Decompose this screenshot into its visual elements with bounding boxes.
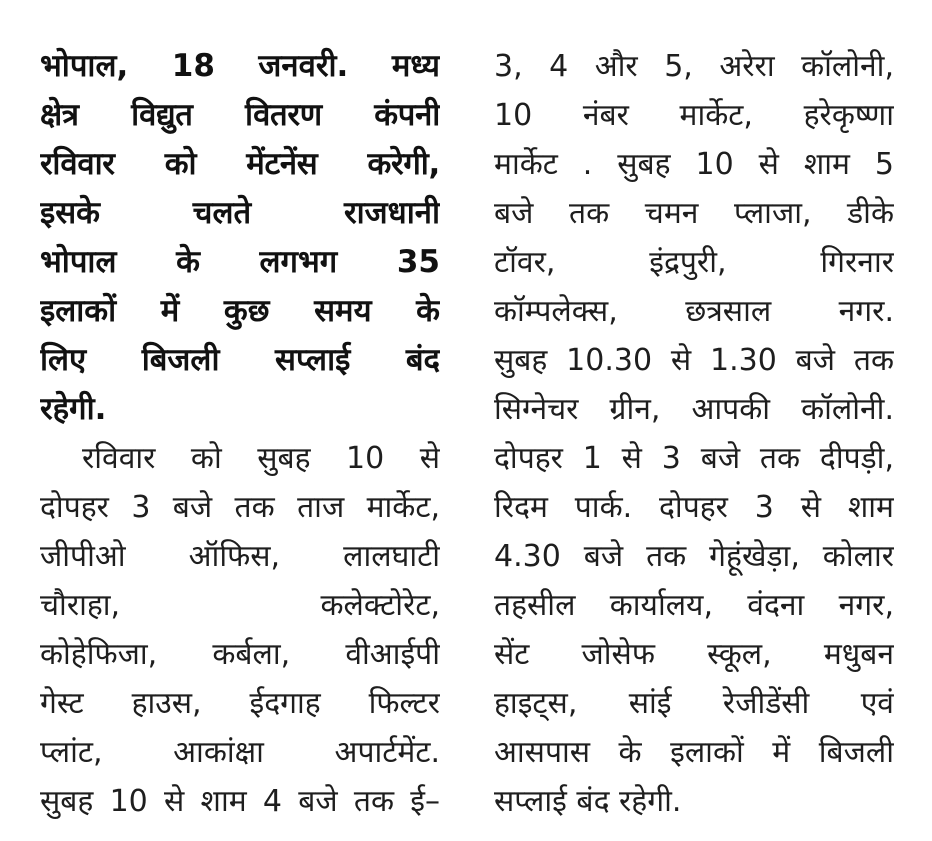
lead-line: इलाकों में कुछ समय के	[40, 293, 440, 329]
body-line: टॉवर, इंद्रपुरी, गिरनार	[494, 245, 894, 280]
body-line: कोहेफिजा, कर्बला, वीआईपी	[40, 637, 440, 672]
lead-paragraph	[40, 42, 440, 434]
body-line: सुबह 10.30 से 1.30 बजे तक	[494, 343, 894, 378]
body-line: 10 नंबर मार्केट, हरेकृष्णा	[494, 98, 894, 133]
body-paragraph	[40, 434, 440, 826]
lead-line: रहेगी.	[40, 391, 107, 427]
lead-line: रविवार को मेंटनेंस करेगी,	[40, 146, 440, 182]
body-line: चौराहा, कलेक्टोरेट,	[40, 588, 440, 623]
body-line: 4.30 बजे तक गेहूंखेड़ा, कोलार	[494, 539, 894, 574]
lead-line: इसके चलते राजधानी	[40, 195, 440, 231]
body-line: मार्केट . सुबह 10 से शाम 5	[494, 147, 894, 182]
lead-line: भोपाल के लगभग 35	[40, 244, 440, 280]
body-line: दोपहर 3 बजे तक ताज मार्केट,	[40, 490, 440, 525]
body-line: प्लांट, आकांक्षा अपार्टमेंट.	[40, 735, 440, 770]
body-line: कॉम्पलेक्स, छत्रसाल नगर.	[494, 294, 894, 329]
body-line: दोपहर 1 से 3 बजे तक दीपड़ी,	[494, 441, 894, 476]
body-line: रविवार को सुबह 10 से	[82, 441, 440, 476]
right-column	[494, 42, 894, 826]
body-line: 3, 4 और 5, अरेरा कॉलोनी,	[494, 49, 894, 84]
body-line: बजे तक चमन प्लाजा, डीके	[494, 196, 894, 231]
lead-line: भोपाल, 18 जनवरी. मध्य	[40, 48, 440, 84]
body-line: जीपीओ ऑफिस, लालघाटी	[40, 539, 440, 574]
body-line: सेंट जोसेफ स्कूल, मधुबन	[494, 637, 894, 672]
lead-line: क्षेत्र विद्युत वितरण कंपनी	[40, 97, 440, 133]
body-line: गेस्ट हाउस, ईदगाह फिल्टर	[40, 686, 440, 721]
lead-line: लिए बिजली सप्लाई बंद	[40, 342, 440, 378]
body-line: सप्लाई बंद रहेगी.	[494, 784, 682, 819]
body-line: हाइट्स, सांई रेजीडेंसी एवं	[494, 686, 894, 721]
body-line: आसपास के इलाकों में बिजली	[494, 735, 894, 770]
body-line: सिग्नेचर ग्रीन, आपकी कॉलोनी.	[494, 392, 894, 427]
body-line: सुबह 10 से शाम 4 बजे तक ई–	[40, 784, 440, 819]
left-column	[40, 42, 440, 826]
body-line: तहसील कार्यालय, वंदना नगर,	[494, 588, 894, 623]
body-line: रिदम पार्क. दोपहर 3 से शाम	[494, 490, 894, 525]
